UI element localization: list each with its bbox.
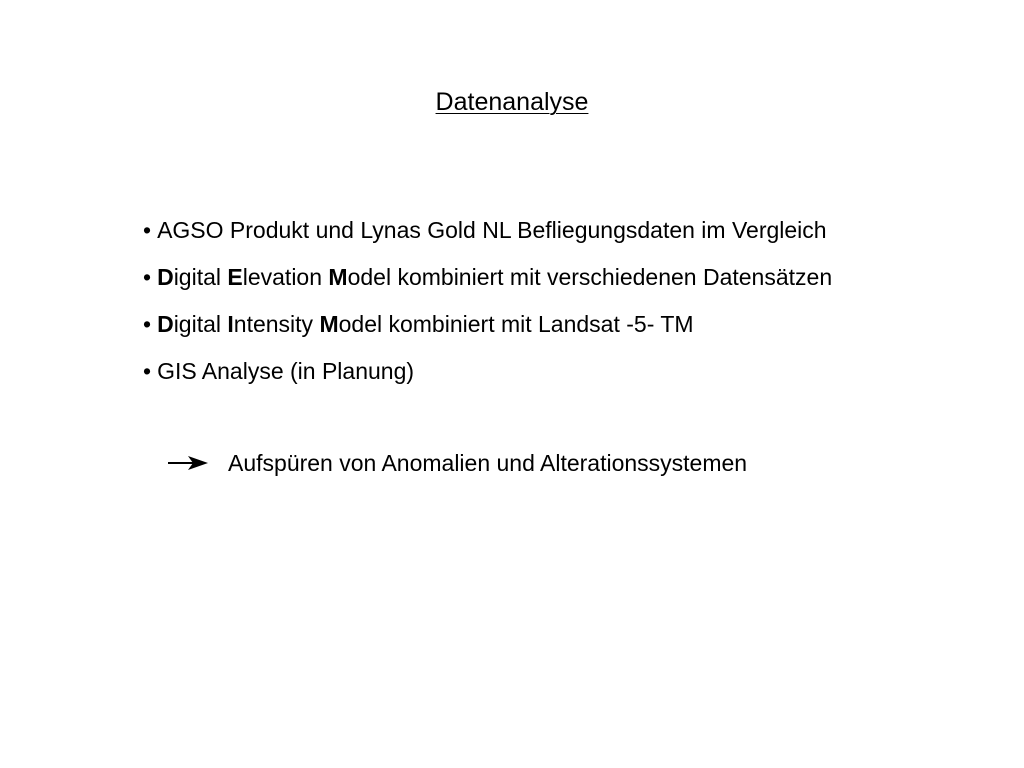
bullet-item xyxy=(143,261,832,293)
bullet-symbol: • xyxy=(143,358,152,384)
conclusion-line xyxy=(166,447,747,479)
bullet-text-segment: D xyxy=(157,311,174,337)
bullet-text-segment: AGSO Produkt und Lynas Gold NL Befliegungsdaten im Vergleich xyxy=(157,217,827,243)
bullet-text-segment: I xyxy=(227,311,234,337)
bullet-item xyxy=(143,355,832,387)
bullet-text-segment: M xyxy=(319,311,339,337)
bullet-text-segment: levation xyxy=(242,264,329,290)
bullet-text-segment: odel kombiniert mit verschiedenen Datensätzen xyxy=(347,264,833,290)
bullet-symbol: • xyxy=(143,311,152,337)
bullet-list xyxy=(143,214,832,402)
bullet-text-segment: igital xyxy=(173,264,228,290)
bullet-item xyxy=(143,214,832,246)
slide-title-text: Datenanalyse xyxy=(435,88,589,116)
bullet-symbol: • xyxy=(143,264,152,290)
bullet-text-segment: GIS Analyse (in Planung) xyxy=(157,358,415,384)
bullet-text-segment: D xyxy=(157,264,174,290)
conclusion-text: Aufspüren von Anomalien und Alterationssystemen xyxy=(228,450,748,476)
bullet-symbol: • xyxy=(143,217,152,243)
bullet-text-segment: igital xyxy=(173,311,228,337)
bullet-text-segment: E xyxy=(227,264,243,290)
bullet-text-segment: odel kombiniert mit Landsat -5- TM xyxy=(338,311,694,337)
slide-title xyxy=(0,86,1024,118)
arrow-right-icon xyxy=(166,453,210,473)
bullet-text-segment: ntensity xyxy=(233,311,320,337)
bullet-text-segment: M xyxy=(328,264,348,290)
bullet-item xyxy=(143,308,832,340)
